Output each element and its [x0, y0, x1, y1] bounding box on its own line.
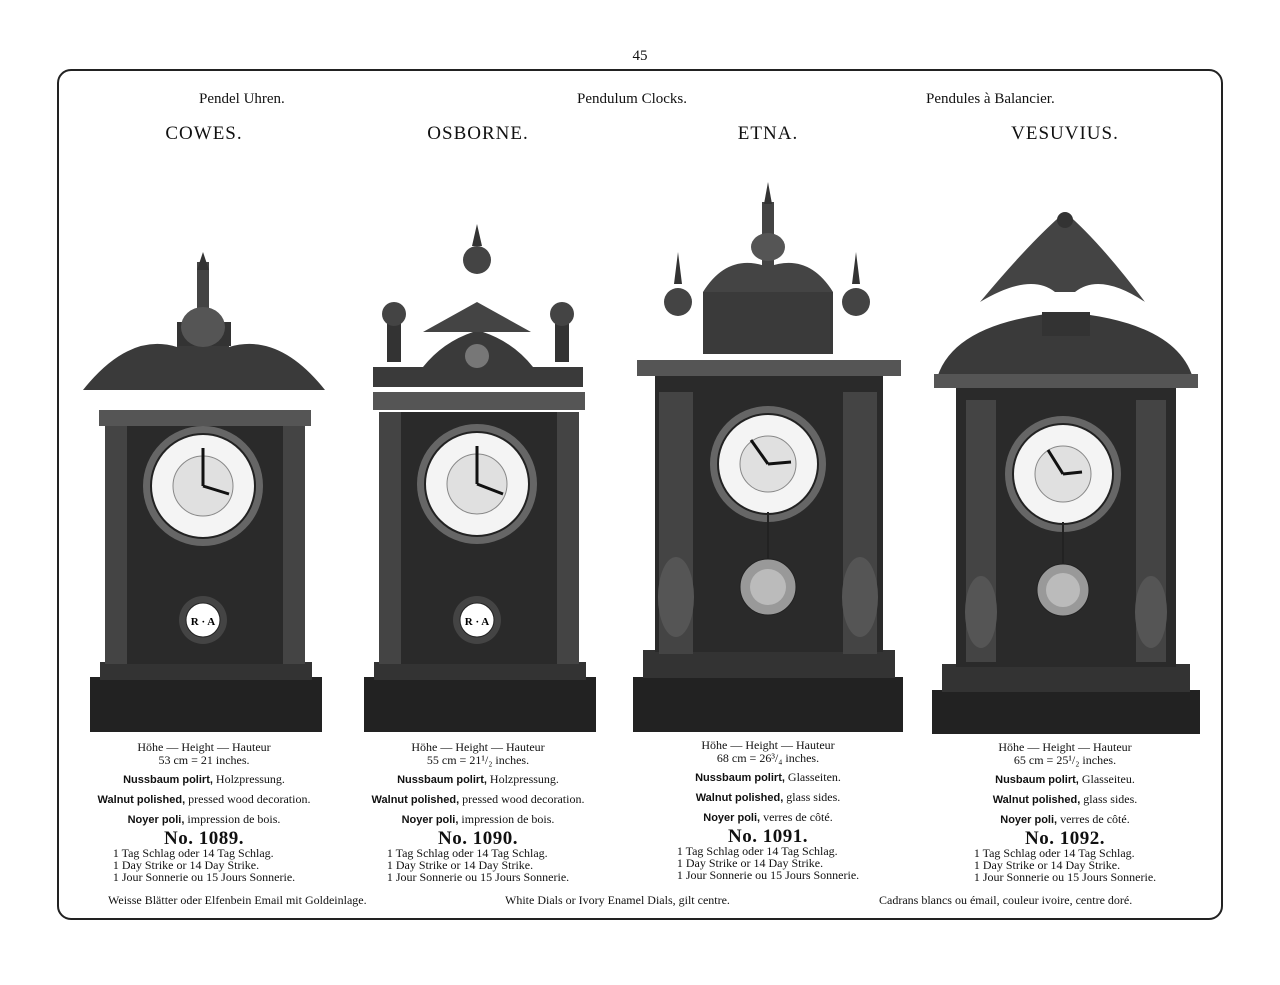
german-material: Nussbaum polirt, Holzpressung.	[397, 772, 559, 786]
english-material: Walnut polished, pressed wood decoration.	[97, 792, 311, 806]
model-number: No. 1091.	[728, 826, 808, 847]
caption-cowes	[69, 741, 339, 884]
french-material: Noyer poli, verres de côté.	[1000, 812, 1130, 826]
size-label: 68 cm = 26³/₄ inches.	[716, 751, 820, 765]
french-material: Noyer poli, impression de bois.	[127, 812, 281, 826]
german-material: Nusbaum polirt, Glasseiteu.	[995, 772, 1135, 786]
clock-illustration-osborne	[343, 172, 613, 737]
strike-options: 1 Tag Schlag oder 14 Tag Schlag. 1 Day Strike or 14 Day Strike. 1 Jour Sonnerie ou 15 Jours Sonnerie.	[112, 846, 296, 884]
clock-name-vesuvius: VESUVIUS.	[1011, 123, 1119, 144]
clock-name-cowes: COWES.	[165, 123, 243, 144]
size-label: 65 cm = 25¹/₂ inches.	[1013, 753, 1117, 767]
model-number: No. 1089.	[164, 828, 244, 849]
model-number: No. 1090.	[438, 828, 518, 849]
english-material: Walnut polished, glass sides.	[695, 790, 841, 804]
footer-english: White Dials or Ivory Enamel Dials, gilt centre.	[505, 893, 730, 907]
page-number: 45	[632, 48, 648, 64]
caption-vesuvius	[930, 741, 1200, 884]
height-label: Höhe — Height — Hauteur	[998, 740, 1132, 754]
caption-etna	[633, 739, 903, 882]
french-material: Noyer poli, verres de côté.	[703, 810, 833, 824]
strike-options: 1 Tag Schlag oder 14 Tag Schlag. 1 Day Strike or 14 Day Strike. 1 Jour Sonnerie ou 15 Jours Sonnerie.	[676, 844, 860, 882]
clock-illustration-etna	[633, 172, 903, 737]
header-french: Pendules à Balancier.	[926, 91, 1055, 107]
model-number: No. 1092.	[1025, 828, 1105, 849]
height-label: Höhe — Height — Hauteur	[137, 740, 271, 754]
header-german: Pendel Uhren.	[199, 91, 285, 107]
height-label: Höhe — Height — Hauteur	[411, 740, 545, 754]
pendulum-badge-text: R · A	[464, 616, 490, 628]
caption-osborne	[343, 741, 613, 884]
clock-name-etna: ETNA.	[737, 123, 799, 144]
english-material: Walnut polished, glass sides.	[992, 792, 1138, 806]
clock-illustration-vesuvius	[930, 172, 1200, 737]
english-material: Walnut polished, pressed wood decoration.	[371, 792, 585, 806]
clock-illustration-cowes	[69, 172, 339, 737]
strike-options: 1 Tag Schlag oder 14 Tag Schlag. 1 Day Strike or 14 Day Strike. 1 Jour Sonnerie ou 15 Jours Sonnerie.	[973, 846, 1157, 884]
clock-name-osborne: OSBORNE.	[427, 123, 529, 144]
pendulum-badge-text: R · A	[190, 616, 216, 628]
footer-french: Cadrans blancs ou émail, couleur ivoire, centre doré.	[879, 893, 1133, 907]
header-english: Pendulum Clocks.	[577, 91, 688, 107]
size-label: 53 cm = 21 inches.	[158, 753, 250, 767]
strike-options: 1 Tag Schlag oder 14 Tag Schlag. 1 Day Strike or 14 Day Strike. 1 Jour Sonnerie ou 15 Jours Sonnerie.	[386, 846, 570, 884]
footer-german: Weisse Blätter oder Elfenbein Email mit Goldeinlage.	[108, 893, 367, 907]
height-label: Höhe — Height — Hauteur	[701, 738, 835, 752]
german-material: Nussbaum polirt, Glasseiten.	[695, 770, 841, 784]
german-material: Nussbaum polirt, Holzpressung.	[123, 772, 285, 786]
french-material: Noyer poli, impression de bois.	[401, 812, 555, 826]
size-label: 55 cm = 21¹/₂ inches.	[426, 753, 530, 767]
